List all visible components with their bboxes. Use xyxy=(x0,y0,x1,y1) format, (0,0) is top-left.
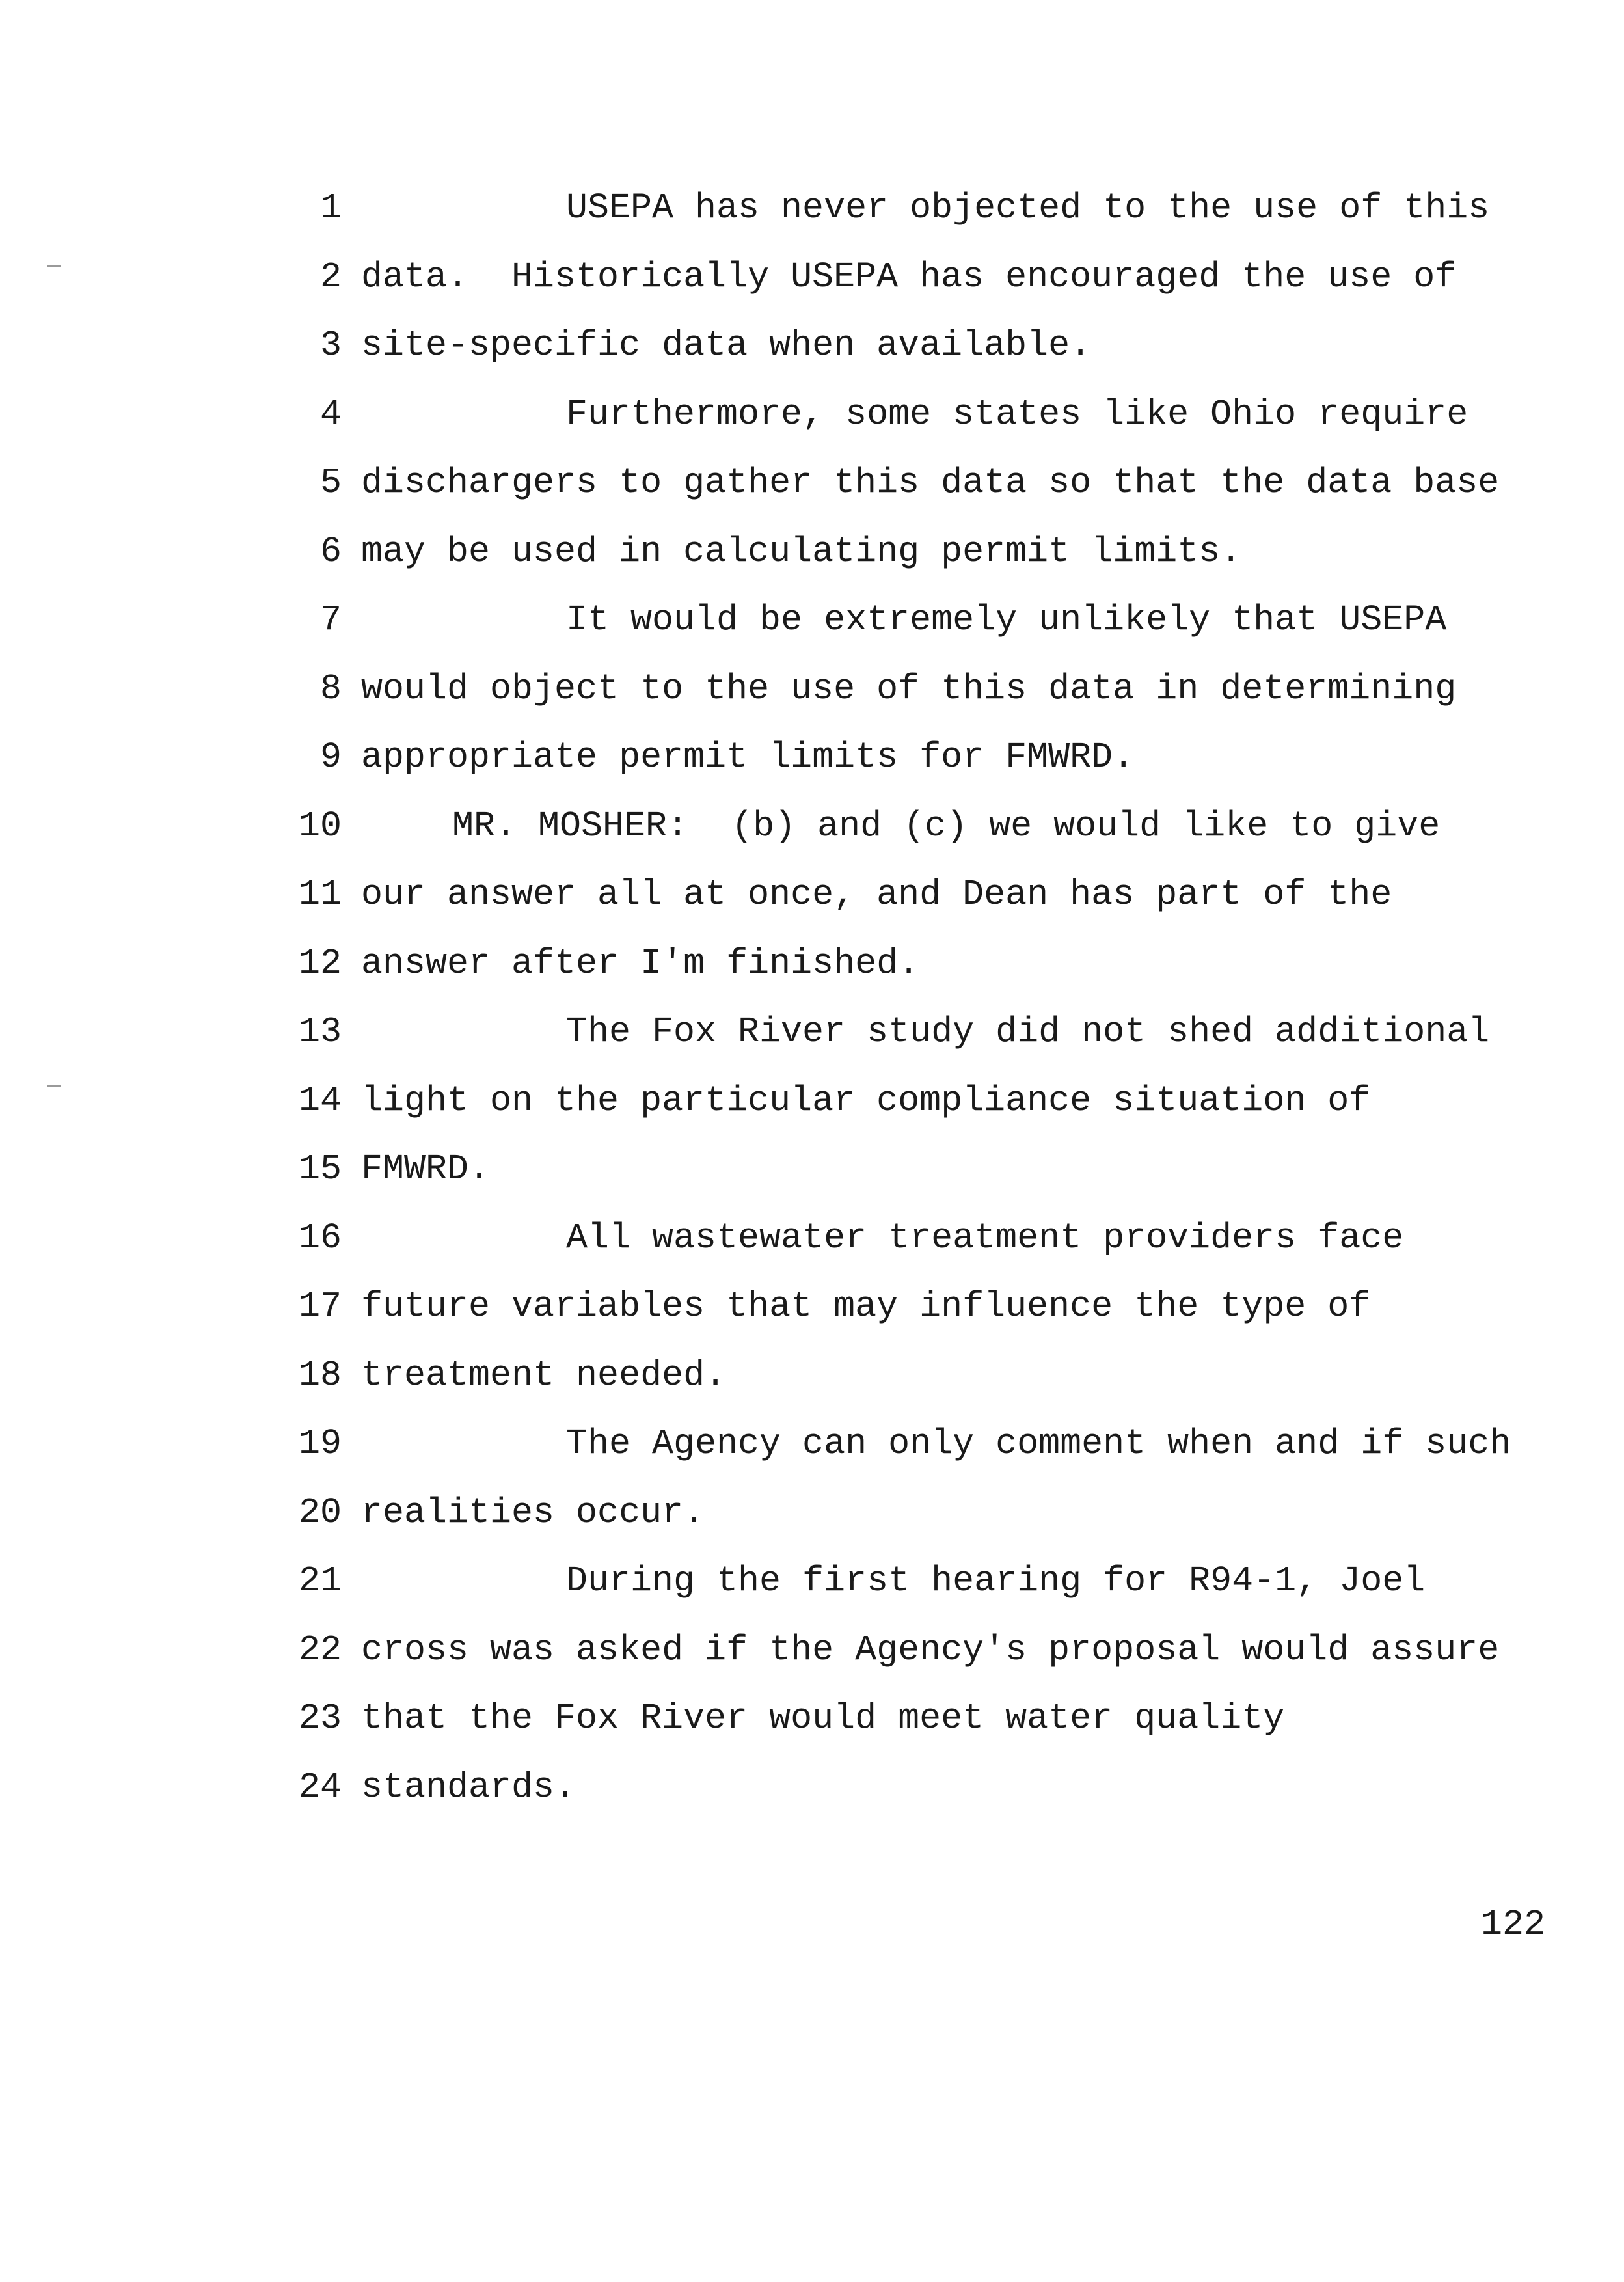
line-text: cross was asked if the Agency's proposal would assure xyxy=(361,1629,1500,1670)
line-number: 4 xyxy=(319,393,342,435)
transcript-line xyxy=(286,1419,1588,1488)
line-text: may be used in calculating permit limits. xyxy=(361,530,1242,572)
line-text: dischargers to gather this data so that the data base xyxy=(361,462,1500,503)
transcript-line xyxy=(286,1145,1588,1214)
line-number: 21 xyxy=(298,1560,342,1601)
line-text: The Agency can only comment when and if such xyxy=(566,1423,1511,1464)
line-number: 3 xyxy=(319,325,342,366)
line-text: answer after I'm finished. xyxy=(361,942,920,984)
line-text: realities occur. xyxy=(361,1491,705,1533)
line-text: site-specific data when available. xyxy=(361,325,1092,366)
transcript-line xyxy=(286,321,1588,390)
line-number: 14 xyxy=(298,1080,342,1121)
line-number: 18 xyxy=(298,1354,342,1396)
line-number: 7 xyxy=(319,599,342,640)
line-number: 20 xyxy=(298,1491,342,1533)
margin-mark xyxy=(47,265,61,267)
line-number: 2 xyxy=(319,256,342,297)
transcript-line xyxy=(286,802,1588,871)
line-text: our answer all at once, and Dean has part of the xyxy=(361,874,1392,915)
line-number: 6 xyxy=(319,530,342,572)
line-text: FMWRD. xyxy=(361,1148,491,1189)
line-text: It would be extremely unlikely that USEPA xyxy=(566,599,1447,640)
transcript-line xyxy=(286,1488,1588,1557)
transcript-line xyxy=(286,1556,1588,1625)
line-number: 5 xyxy=(319,462,342,503)
line-number: 17 xyxy=(298,1286,342,1327)
line-number: 15 xyxy=(298,1148,342,1189)
line-text: appropriate permit limits for FMWRD. xyxy=(361,737,1135,778)
transcript-line xyxy=(286,1282,1588,1351)
transcript-line xyxy=(286,1076,1588,1145)
transcript-line xyxy=(286,1351,1588,1420)
line-text: USEPA has never objected to the use of this xyxy=(566,187,1490,228)
line-text: future variables that may influence the type of xyxy=(361,1286,1371,1327)
transcript-line xyxy=(286,390,1588,459)
page-number: 122 xyxy=(1481,1904,1546,1945)
line-text: data. Historically USEPA has encouraged the use of xyxy=(361,256,1457,297)
transcript-line xyxy=(286,939,1588,1008)
line-text: MR. MOSHER: (b) and (c) we would like to give xyxy=(452,805,1441,847)
transcript-line xyxy=(286,870,1588,939)
line-number: 22 xyxy=(298,1629,342,1670)
line-number: 8 xyxy=(319,668,342,709)
transcript-line xyxy=(286,1694,1588,1763)
margin-mark xyxy=(47,1085,61,1087)
transcript-line xyxy=(286,1007,1588,1076)
line-number: 23 xyxy=(298,1698,342,1739)
transcript-line xyxy=(286,252,1588,321)
line-number: 16 xyxy=(298,1217,342,1258)
transcript-line xyxy=(286,458,1588,527)
line-text: would object to the use of this data in determining xyxy=(361,668,1457,709)
transcript-line xyxy=(286,1763,1588,1832)
line-number: 1 xyxy=(319,187,342,228)
line-number: 12 xyxy=(298,942,342,984)
line-number: 10 xyxy=(298,805,342,847)
line-text: treatment needed. xyxy=(361,1354,727,1396)
line-number: 11 xyxy=(298,874,342,915)
line-text: During the first hearing for R94-1, Joel xyxy=(566,1560,1426,1601)
transcript-line xyxy=(286,1214,1588,1283)
line-number: 9 xyxy=(319,737,342,778)
line-text: Furthermore, some states like Ohio require xyxy=(566,393,1468,435)
line-text: standards. xyxy=(361,1766,576,1808)
transcript-line xyxy=(286,733,1588,802)
line-number: 24 xyxy=(298,1766,342,1808)
transcript-body xyxy=(286,183,1588,1831)
line-text: All wastewater treatment providers face xyxy=(566,1217,1404,1258)
line-text: The Fox River study did not shed additional xyxy=(566,1011,1490,1052)
transcript-line xyxy=(286,183,1588,252)
line-text: light on the particular compliance situation of xyxy=(361,1080,1371,1121)
transcript-line xyxy=(286,527,1588,596)
line-number: 13 xyxy=(298,1011,342,1052)
transcript-line xyxy=(286,595,1588,664)
transcript-line xyxy=(286,1625,1588,1694)
transcript-line xyxy=(286,664,1588,733)
line-text: that the Fox River would meet water quality xyxy=(361,1698,1285,1739)
line-number: 19 xyxy=(298,1423,342,1464)
